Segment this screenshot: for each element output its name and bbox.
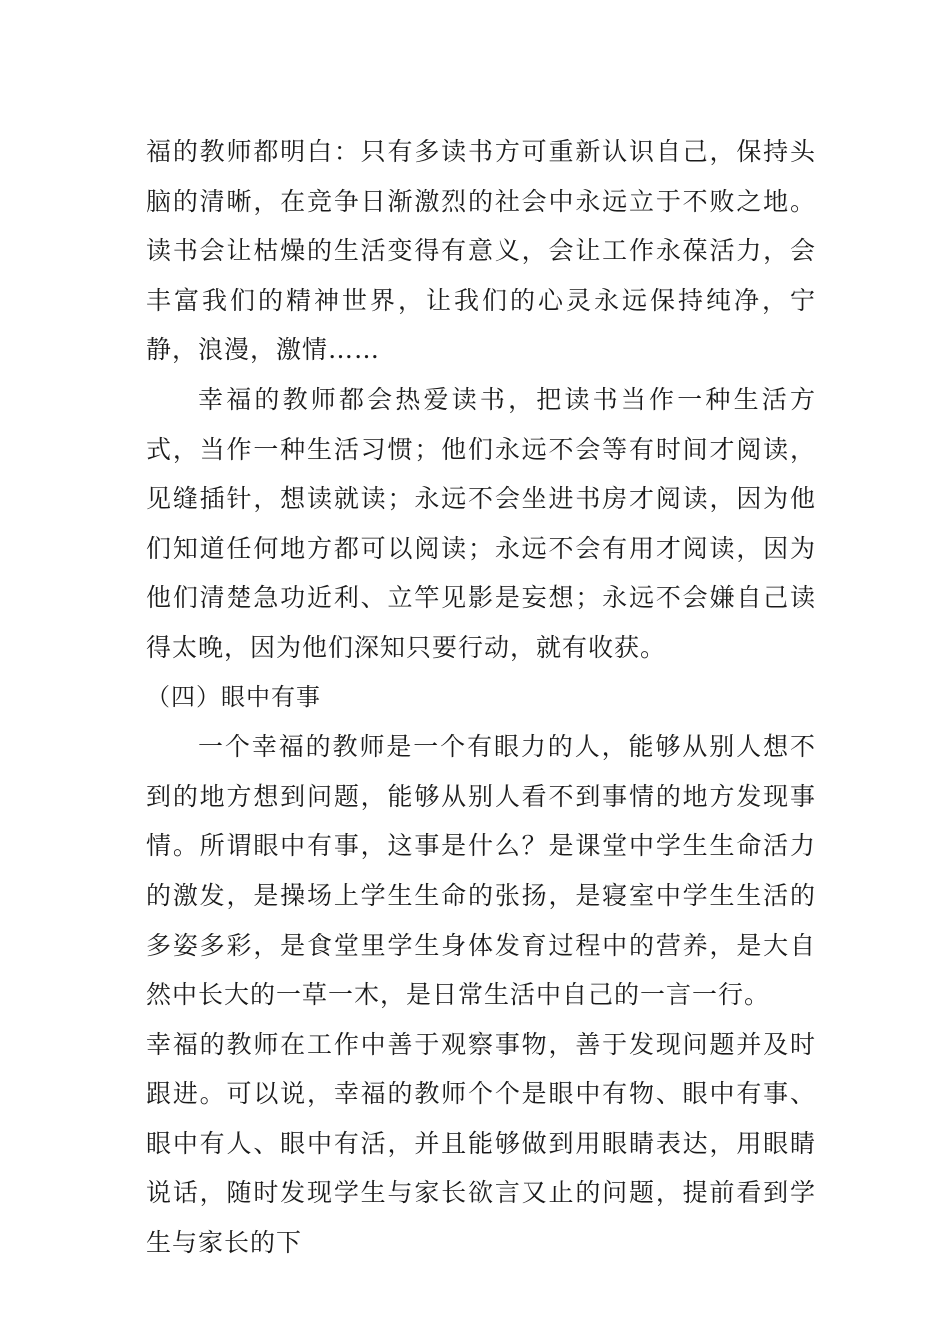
document-body	[146, 127, 816, 1268]
section-heading: （四）眼中有事	[146, 682, 321, 711]
paragraph-observation: 幸福的教师在工作中善于观察事物，善于发现问题并及时跟进。可以说，幸福的教师个个是眼中有物、眼中有事、眼中有人、眼中有活，并且能够做到用眼睛表达，用眼睛说话，随时发现学生与家长欲言又止的问题，提前看到学生与家长的下	[146, 1029, 816, 1258]
paragraph-reading-habit: 幸福的教师都会热爱读书，把读书当作一种生活方式，当作一种生活习惯；他们永远不会等有时间才阅读，见缝插针，想读就读；永远不会坐进书房才阅读，因为他们知道任何地方都可以阅读；永远不会有用才阅读，因为他们清楚急功近利、立竿见影是妄想；永远不会嫌自己读得太晚，因为他们深知只要行动，就有收获。	[146, 384, 816, 662]
paragraph-reading-benefits: 福的教师都明白：只有多读书方可重新认识自己，保持头脑的清晰，在竞争日渐激烈的社会中永远立于不败之地。读书会让枯燥的生活变得有意义，会让工作永葆活力，会丰富我们的精神世界，让我们的心灵永远保持纯净，宁静，浪漫，激情……	[146, 137, 816, 365]
paragraph-eye-for-things: 一个幸福的教师是一个有眼力的人，能够从别人想不到的地方想到问题，能够从别人看不到事情的地方发现事情。所谓眼中有事，这事是什么？是课堂中学生生命活力的激发，是操场上学生生命的张扬，是寝室中学生生活的多姿多彩，是食堂里学生身体发育过程中的营养，是大自然中长大的一草一木，是日常生活中自己的一言一行。	[146, 732, 816, 1010]
